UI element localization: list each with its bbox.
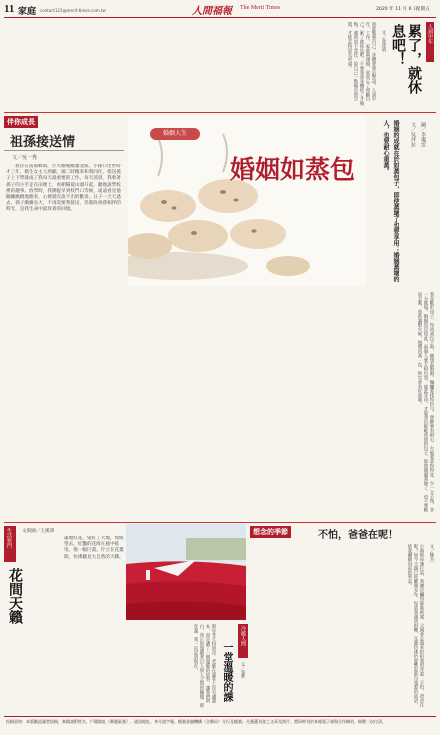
top-article-body: 過度勉強自己，身體會發出警訊。人到中年，工作、家庭兩頭燒，常常忘了照顧自己。累了就休息吧，不要等到身體垮了才後悔，適時放下責任，給自己一點喘息的空間，才能走得更長更遠。 (347, 22, 376, 106)
contact-email[interactable]: contact123@merit-times.com.tw (40, 8, 106, 13)
left-column (4, 116, 124, 518)
left-column-body: 我住在南部鄉間，小犬婚後搬遷北部，小孫口出世時才三年，媽生女主人照顧，國二時搬來和我同住，接送孫子上下學就成了我每天最重要的工作。每天清晨，我牽著孫子的小手走在田埂上，看朝陽從山頭升起，聽他說學校裡的趣事。放學時，我總提早到校門口等候，遠遠看見他蹦蹦跳跳地跑來，心裡就有說不出的歡喜。日子一天天過去，孫子漸漸長大，不再需要我接送，但那段祖孫相伴的時光，是我生命中最珍貴的回憶。 (6, 164, 121, 213)
flower-author: 文與圖／王漢澤 (22, 529, 55, 534)
feature-author: 文／吳坪拉 (410, 122, 416, 147)
dad-title: 不怕，爸爸在呢！ (318, 530, 398, 541)
warm-author: 文／張寶 (241, 662, 246, 678)
flower-body: 滿地紅花，染紅了大地，放眼望去，紅豔的花海在風中搖曳，像一幅巨畫。佇立在花叢間，彷彿聽見大自然的天籟。 (64, 536, 124, 560)
feature-article (128, 116, 436, 518)
logo: 人間福報 (192, 6, 232, 17)
feature-subhead: 婚姻的成就在於如蒸包子，即使蒸壞了也要享用；婚姻蒸壞的人，也要耐心重蒸。 (382, 120, 399, 282)
footer-notice (4, 716, 436, 731)
dad-article (250, 526, 436, 712)
top-article-author: 文／張達明 (381, 30, 386, 52)
issue-weekday: 星期五 (416, 7, 430, 12)
dad-body: 小時候每逢打雷，我總是嚇得躲進被窩，父親會走過來拍拍我的背說：不怕，爸爸在呢！如今父親已經離開多年，每當我遇到困難，耳邊彷彿仍會響起那句熟悉的話語，給我繼續向前的勇氣。 (407, 544, 424, 707)
red-flower-field-photo (126, 524, 246, 620)
flower-article (4, 526, 126, 712)
section-name: 家庭 (18, 7, 37, 17)
masthead-en: The Merit Times (240, 5, 281, 11)
feature-illustration (128, 116, 366, 286)
steamed-buns-illustration (128, 116, 366, 286)
flower-tag: 生活快門 (4, 526, 16, 562)
page-number: 11 (4, 3, 15, 15)
dad-column: 想念的季節 (250, 526, 291, 538)
dad-author: 文／陳杰 (429, 544, 434, 562)
left-column-author: 文／吳一秀 (12, 155, 38, 161)
feature-body: 我喜歡吃包子，每回蒸包子時，總想起婚姻。麵糰要揉得均勻，發酵要有耐心，火候要拿捏得宜，少一分不熟，多一分就塌。婚姻也是如此，兩個人要互相包容、彼此等待，才能蒸出鬆軟香甜的包子。即使偶爾蒸壞了，也不要輕易丟棄，重新調整火候，慢慢再蒸一次，終究會有好滋味。 (417, 292, 434, 512)
warm-column: 冷暖人間 (238, 624, 248, 658)
footer-text: 投稿須知：本版歡迎讀者投稿，來稿請附姓名、戶籍地址（郵遞區號）、通訊地址、身分證字號、帳號金融機構（含郵局）分行及帳號；凡獲選刊登之文章及照片，將同時刊於本報電子報與合作網站，稿費一次付清。 (6, 719, 386, 724)
flower-title: 花間天籟 (7, 568, 23, 624)
issue-date: 2020 年 11 月 6 日 (376, 7, 418, 12)
feature-illustrator: 圖／李瓊雲 (420, 122, 426, 147)
left-column-title: 祖孫接送情 (10, 135, 76, 150)
warm-title: 一堂溫暖的課 (221, 642, 232, 702)
flower-photo (126, 524, 246, 620)
warm-article (126, 622, 250, 712)
feature-column-badge: 婚姻人生 (150, 128, 200, 140)
page-header (4, 3, 436, 18)
left-column-tag: 伴你成長 (4, 116, 38, 128)
top-article (4, 20, 436, 108)
top-article-column: 人到中年 (426, 22, 434, 62)
feature-title: 婚姻如蒸包 (230, 155, 356, 184)
top-article-title: 累了，就休息吧！ (390, 24, 422, 94)
warm-body: 那年冬天特別冷，老師在課堂上沒有講課本，而是講了一個溫暖的故事，讓我們明白，真正的溫暖來自人與人之間的關懷。那堂課，我一直記到現在。 (193, 624, 216, 708)
